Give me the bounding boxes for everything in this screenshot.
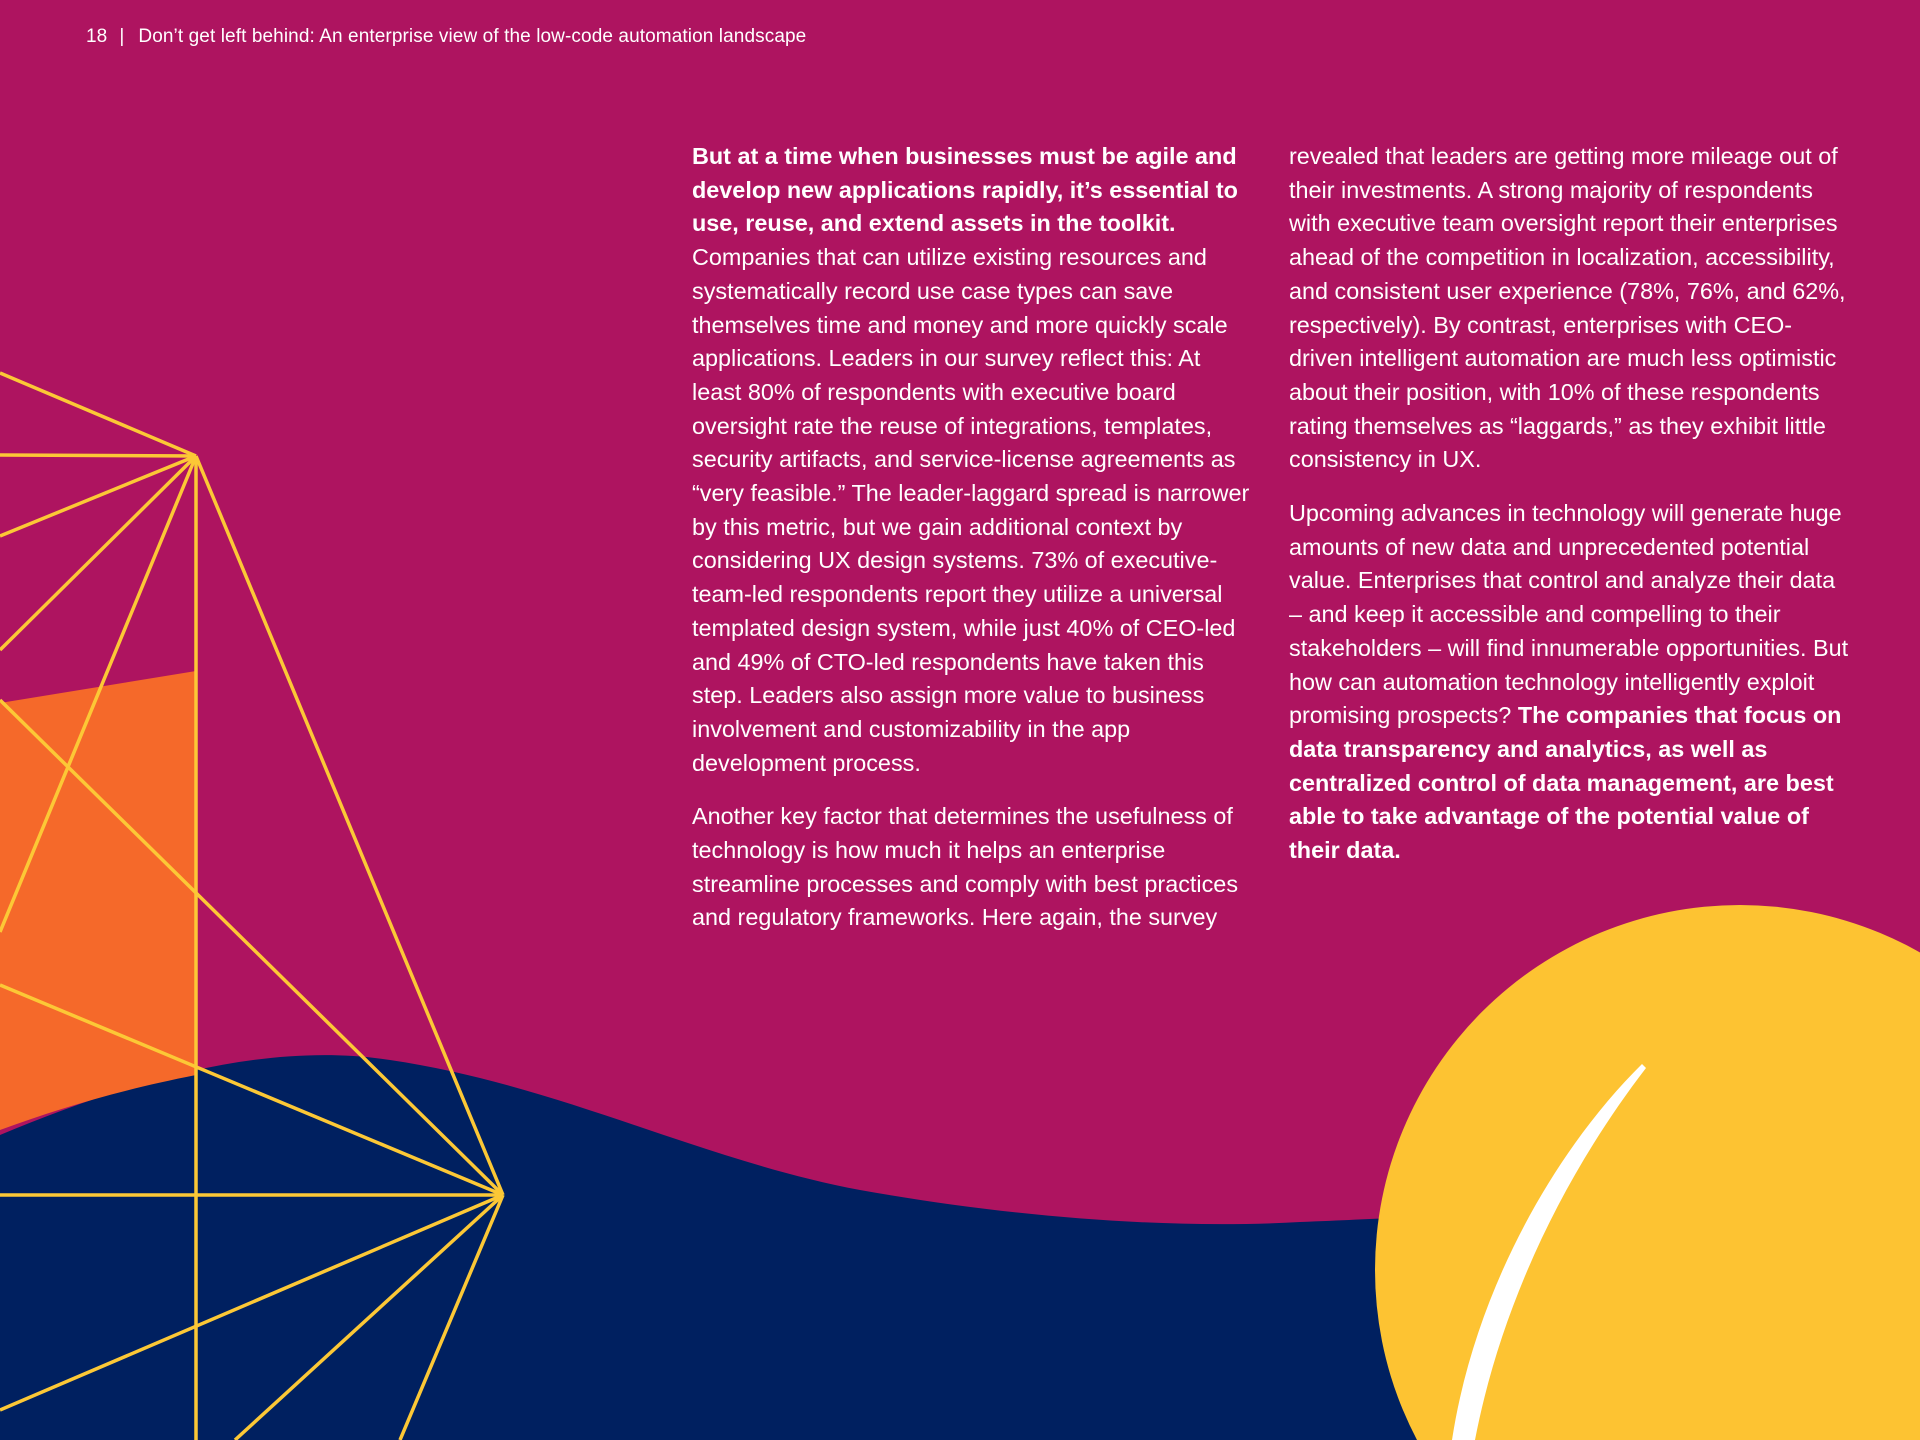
document-title: Don’t get left behind: An enterprise view of the low-code automation landscape xyxy=(138,26,807,47)
highlight-statement: But at a time when businesses must be agile and develop new applications rapidly, it’s essential to use, reuse, and extend assets in the toolkit. xyxy=(692,143,1238,237)
highlight-statement: The companies that focus on data transparency and analytics, as well as centralized control of data management, are best able to take advantage of the potential value of their data. xyxy=(1289,702,1842,864)
header-separator: | xyxy=(119,26,125,47)
running-header xyxy=(86,24,806,50)
paragraph-text: Upcoming advances in technology will generate huge amounts of new data and unprecedented potential value. Enterprises that control and analyze their data – and keep it accessible and compelling to their stakeholders – will find innumerable opportunities. But how can automation technology intelligently exploit promising prospects? xyxy=(1289,500,1849,729)
body-paragraph: Another key factor that determines the usefulness of technology is how much it helps an enterprise streamline processes and comply with best practices and regulatory frameworks. Here again, the survey xyxy=(692,803,1239,931)
yellow-sun-icon xyxy=(1375,905,1920,1440)
body-column-left xyxy=(692,140,1252,955)
orange-panel xyxy=(0,671,196,1130)
body-paragraph xyxy=(692,140,1252,780)
paragraph-text: Companies that can utilize existing resources and systematically record use case types can save themselves time and money and more quickly scale applications. Leaders in our survey reflect this: At least 80% of respondents with executive board oversight rate the reuse of integrations, templates, security artifacts, and service-license agreements as “very feasible.” The leader-laggard spread is narrower by this metric, but we gain additional context by considering UX design systems. 73% of executive-team-led respondents report they utilize a universal templated design system, while just 40% of CEO-led and 49% of CTO-led respondents have taken this step. Leaders also assign more value to business involvement and customizability in the app development process. xyxy=(692,244,1250,776)
body-paragraph: revealed that leaders are getting more mileage out of their investments. A strong majority of respondents with executive team oversight report their enterprises ahead of the competition in localization, accessibility, and consistent user experience (78%, 76%, and 62%, respectively). By contrast, enterprises with CEO-driven intelligent automation are much less optimistic about their position, with 10% of these respondents rating themselves as “laggards,” as they exhibit little consistency in UX. xyxy=(1289,143,1846,473)
body-column-right xyxy=(1289,140,1849,888)
page-number: 18 xyxy=(86,26,108,47)
body-paragraph xyxy=(1289,497,1849,868)
navy-wave xyxy=(0,1055,1480,1440)
